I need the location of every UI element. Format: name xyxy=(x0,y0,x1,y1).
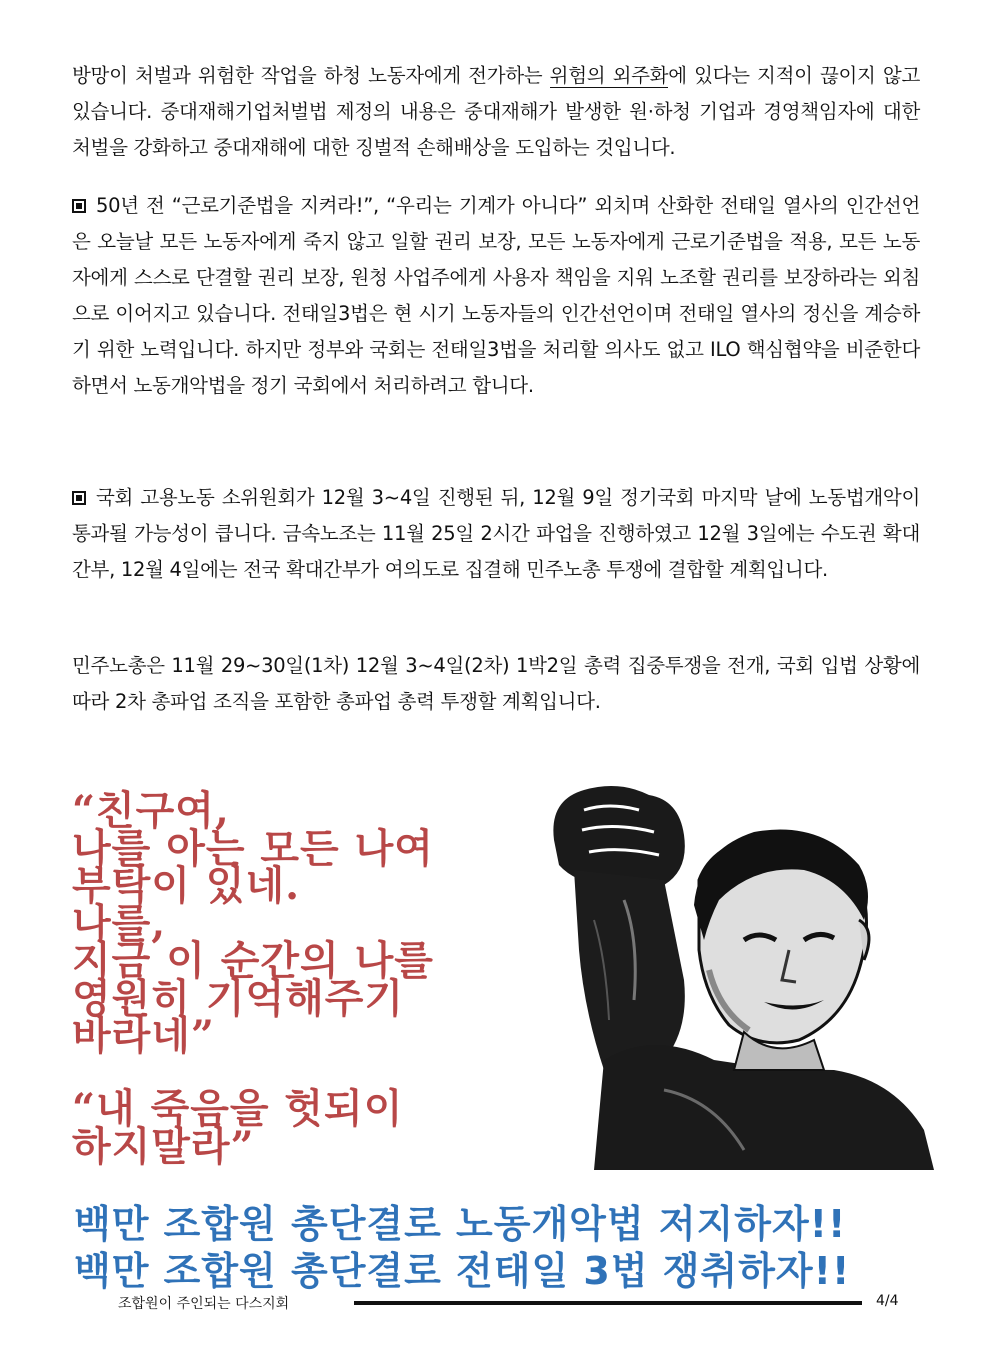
slogan-2: 백만 조합원 총단결로 전태일 3법 쟁취하자!! xyxy=(74,1249,851,1293)
quote-death xyxy=(72,1085,404,1170)
square-bullet-icon xyxy=(72,491,86,505)
quote-line: 나를, xyxy=(72,899,167,947)
footer-divider xyxy=(354,1301,862,1305)
paragraph-1-start: 방망이 처벌과 위험한 작업을 하청 노동자에게 전가하는 xyxy=(72,64,550,87)
underlined-phrase: 위험의 외주화 xyxy=(549,64,669,87)
page-number: 4/4 xyxy=(876,1293,899,1309)
paragraph-4-text: 민주노총은 11월 29~30일(1차) 12월 3~4일(2차) 1박2일 총력 집중투쟁을 전개, 국회 입법 상황에 따라 2차 총파업 조직을 포함한 총파업 총력 투쟁할 계획입니다. xyxy=(72,654,920,713)
quote-friend xyxy=(72,787,434,1059)
paragraph-2-text: 50년 전 “근로기준법을 지켜라!”, “우리는 기계가 아니다” 외치며 산화한 전태일 열사의 인간선언은 오늘날 모든 노동자에게 죽지 않고 일할 권리 보장, 모든 노동자에게 근로기준법을 적용, 모든 노동자에게 스스로 단결할 권리 보장, 원청 사업주에게 사용자 책임을 지워 노조할 권리를 보장하라는 외침으로 이어지고 있습니다. 전태일3법은 현 시기 노동자들의 인간선언이며 전태일 열사의 정신을 계승하기 위한 노력입니다. 하지만 정부와 국회는 전태일3법을 처리할 의사도 없고 ILO 핵심협약을 비준한다하면서 노동개악법을 정기 국회에서 처리하려고 합니다. xyxy=(72,194,920,397)
paragraph-2 xyxy=(72,188,920,404)
square-bullet-icon xyxy=(72,199,86,213)
quote-line: “내 죽음을 헛되이 xyxy=(72,1085,404,1132)
quote-line: “친구여, xyxy=(72,787,230,834)
paragraph-3 xyxy=(72,480,920,588)
slogan-1: 백만 조합원 총단결로 노동개악법 저지하자!! xyxy=(74,1202,847,1246)
raised-fist-portrait xyxy=(514,770,934,1170)
quote-line: 부탁이 있네. xyxy=(72,862,301,909)
quote-line: 지금 이 순간의 나를 xyxy=(72,937,434,984)
quote-line: 하지말라” xyxy=(72,1122,255,1170)
quote-line: 바라네” xyxy=(72,1012,215,1059)
paragraph-4 xyxy=(72,648,920,720)
quote-line: 영원히 기억해주기 xyxy=(72,974,405,1022)
paragraph-1-end: 에 있다는 지적이 끊이지 않고 있습니다. 중대재해기업처벌법 제정의 내용은 중대재해가 발생한 원·하청 기업과 경영책임자에 대한 처벌을 강화하고 중대재해에 대한 징벌적 손해배상을 도입하는 것입니다. xyxy=(72,64,920,159)
quote-line: 나를 아는 모든 나여 xyxy=(72,824,434,872)
paragraph-3-text: 국회 고용노동 소위원회가 12월 3~4일 진행된 뒤, 12월 9일 정기국회 마지막 날에 노동법개악이 통과될 가능성이 큽니다. 금속노조는 11월 25일 2시간 파업을 진행하였고 12월 3일에는 수도권 확대간부, 12월 4일에는 전국 확대간부가 여의도로 집결해 민주노총 투쟁에 결합할 계획입니다. xyxy=(72,486,920,581)
paragraph-1 xyxy=(72,58,920,166)
footer-union-name: 조합원이 주인되는 다스지회 xyxy=(118,1296,290,1312)
